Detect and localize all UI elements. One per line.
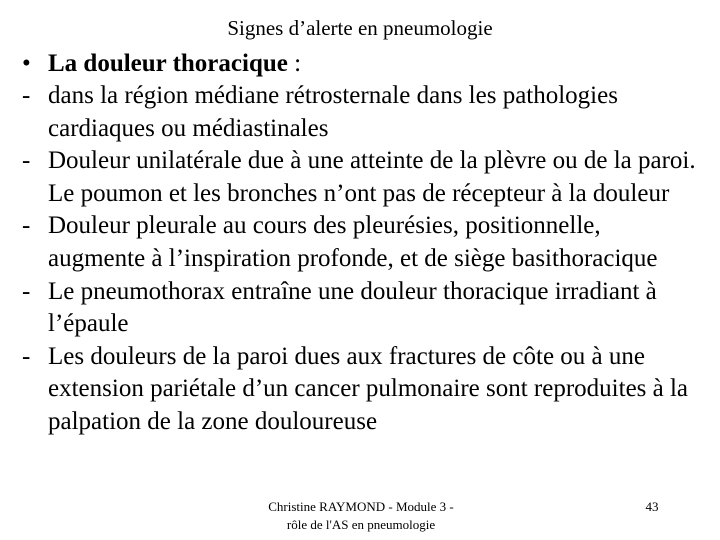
list-item-text: dans la région médiane rétrosternale dans les pathologies cardiaques ou médiastinales: [48, 82, 618, 142]
list-item: [22, 80, 702, 145]
list-item: [22, 210, 702, 275]
heading-suffix: :: [287, 50, 302, 77]
heading-row: [22, 47, 702, 80]
list-item-text: Le pneumothorax entraîne une douleur thoracique irradiant à l’épaule: [48, 277, 657, 338]
bullet-marker: •: [22, 50, 31, 77]
list-item: [22, 276, 702, 341]
footer-author-line1: Christine RAYMOND - Module 3 -: [268, 499, 454, 514]
list-item: [22, 341, 702, 439]
list-item-text: Les douleurs de la paroi dues aux fractures de côte ou à une extension pariétale d’un cancer pulmonaire sont reproduites à la palpation de la zone douloureuse: [48, 342, 689, 435]
dash-marker: -: [22, 147, 31, 175]
page-number: 43: [645, 499, 659, 514]
dash-marker: -: [22, 82, 31, 109]
footer-author-line2: rôle de l'AS en pneumologie: [286, 517, 436, 532]
slide-title: Signes d’alerte en pneumologie: [227, 16, 493, 40]
list-item-text: Douleur unilatérale due à une atteinte de la plèvre ou de la paroi. Le poumon et les bronches n’ont pas de récepteur à la douleur: [48, 147, 696, 207]
dash-marker: -: [22, 277, 31, 305]
list-item-text: Douleur pleurale au cours des pleurésies, positionnelle, augmente à l’inspiration profonde, et de siège basithoracique: [48, 212, 658, 272]
slide-body: [22, 47, 702, 439]
dash-marker: -: [22, 212, 31, 240]
list-item: [22, 145, 702, 210]
heading-bold: La douleur thoracique: [48, 50, 288, 77]
footer-author: [236, 498, 486, 534]
dash-marker: -: [22, 342, 31, 370]
